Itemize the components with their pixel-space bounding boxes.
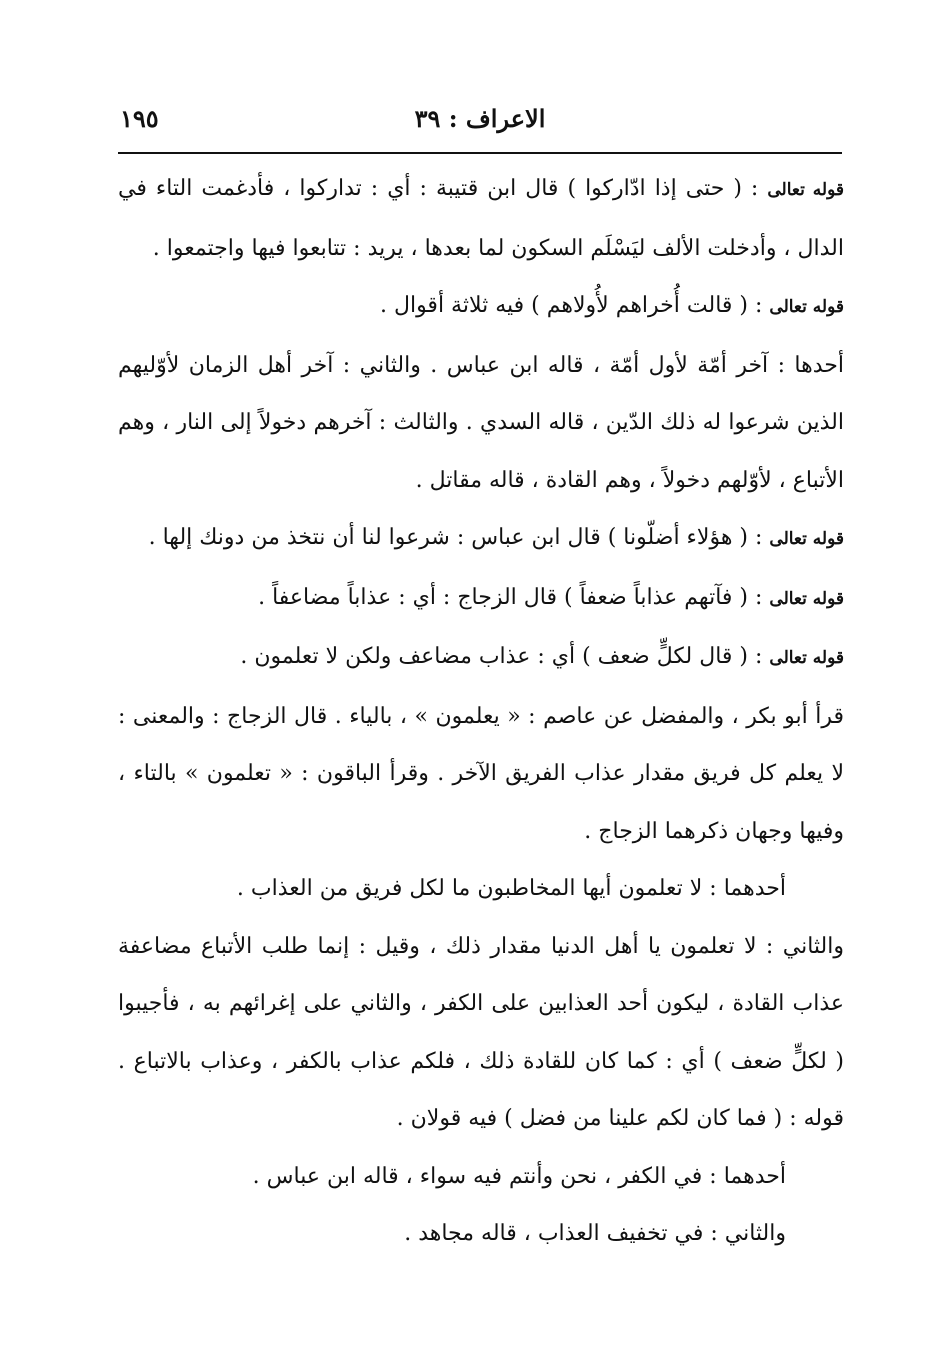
- paragraph: [118, 277, 844, 337]
- paragraph: [118, 1148, 844, 1206]
- paragraph-text: أحدها : آخر أمّة لأول أمّة ، قاله ابن عباس . والثاني : آخر أهل الزمان لأوّليهم الذين شرعوا له ذلك الدّين ، قاله السدي . والثالث : آخرهم دخولاً إلى النار ، وهم الأتباع ، لأوّلهم دخولاً ، وهم القادة ، قاله مقاتل .: [118, 352, 844, 493]
- paragraph-text: أحدهما : في الكفر ، نحن وأنتم فيه سواء ، قاله ابن عباس .: [252, 1163, 786, 1189]
- paragraph-text: قرأ أبو بكر ، والمفضل عن عاصم : « يعلمون » ، بالياء . قال الزجاج : والمعنى : لا يعلم كل فريق مقدار عذاب الفريق الآخر . وقرأ الباقون : « تعلمون » بالتاء ، وفيها وجهان ذكرهما الزجاج .: [118, 703, 844, 844]
- paragraph-text: : ( فآتهم عذاباً ضعفاً ) قال الزجاج : أي : عذاباً مضاعفاً .: [258, 584, 763, 610]
- paragraph: [118, 509, 844, 569]
- paragraph: [118, 160, 844, 277]
- paragraph-text: والثاني : في تخفيف العذاب ، قاله مجاهد .: [404, 1221, 786, 1246]
- paragraph-label: قوله تعالى: [769, 588, 844, 609]
- paragraph-label: قوله تعالى: [767, 180, 845, 200]
- paragraph-text: أحدهما : لا تعلمون أيها المخاطبون ما لكل فريق من العذاب .: [236, 876, 786, 901]
- paragraph: [118, 337, 844, 510]
- page-number: ١٩٥: [120, 104, 159, 133]
- paragraph: [118, 628, 844, 688]
- paragraph-text: : ( قال لكلٍّ ضعف ) أي : عذاب مضاعف ولكن لا تعلمون .: [240, 644, 763, 669]
- paragraph: [118, 860, 844, 918]
- page-header: [120, 104, 840, 144]
- paragraph-label: قوله تعالى: [769, 529, 844, 549]
- paragraph-text: : ( حتى إذا ادّاركوا ) قال ابن قتيبة : أي : تداركوا ، فأدغمت التاء في الدال ، وأدخلت الألف ليَسْلَم السكون لما بعدها ، يريد : تتابعوا فيها واجتمعوا .: [118, 176, 844, 261]
- paragraph-text: : ( هؤلاء أضلّونا ) قال ابن عباس : شرعوا لنا أن نتخذ من دونك إلها .: [148, 525, 763, 550]
- paragraph-text: : ( قالت أُخراهم لأُولاهم ) فيه ثلاثة أقوال .: [379, 293, 763, 318]
- paragraph: [118, 688, 844, 861]
- page-body: [118, 160, 844, 1263]
- surah-title: الاعراف : ٣٩: [414, 104, 546, 133]
- paragraph: [118, 918, 844, 1148]
- paragraph-label: قوله تعالى: [769, 648, 844, 668]
- paragraph-text: والثاني : لا تعلمون يا أهل الدنيا مقدار ذلك ، وقيل : إنما طلب الأتباع مضاعفة عذاب القادة ، ليكون أحد العذابين على الكفر ، والثاني على إغرائهم به ، فأجيبوا ( لكلٍّ ضعف ) أي : كما كان للقادة ذلك ، فلكم عذاب بالكفر ، وعذاب بالاتباع . قوله : ( فما كان لكم علينا من فضل ) فيه قولان .: [118, 933, 844, 1131]
- header-divider: [118, 152, 842, 154]
- paragraph-label: قوله تعالى: [769, 297, 844, 317]
- paragraph: [118, 1205, 844, 1263]
- paragraph: [118, 569, 844, 629]
